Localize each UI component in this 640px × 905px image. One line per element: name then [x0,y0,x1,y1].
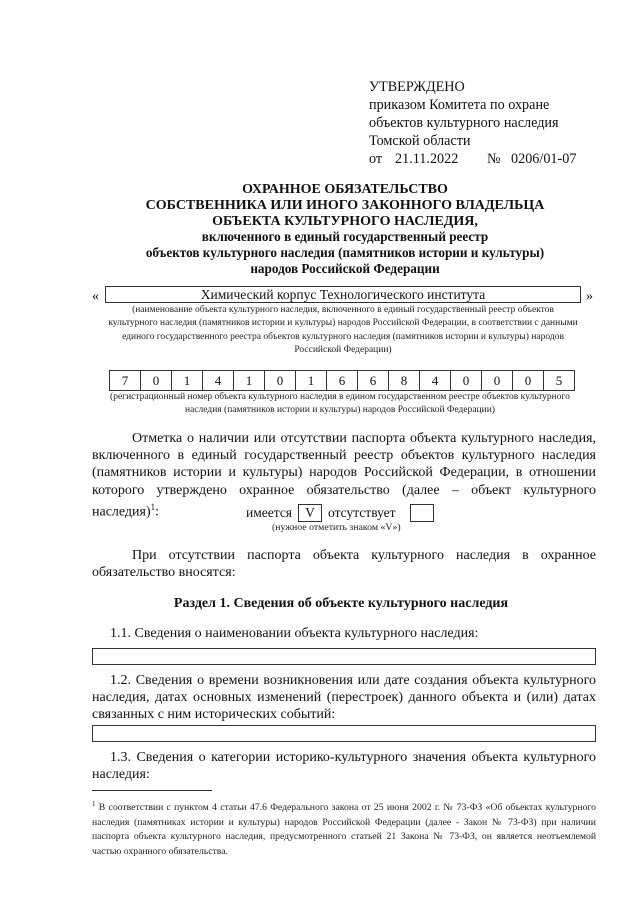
approval-date: 21.11.2022 [395,151,459,167]
reg-digit[interactable]: 1 [233,370,265,391]
reg-digit[interactable]: 6 [357,370,389,391]
open-quote: « [92,289,99,304]
approval-heading: УТВЕРЖДЕНО [369,79,465,95]
title-line: СОБСТВЕННИКА ИЛИ ИНОГО ЗАКОННОГО ВЛАДЕЛЬЦА [145,197,545,213]
reg-digit[interactable]: 8 [388,370,420,391]
section-1-title: Раздел 1. Сведения об объекте культурного наследия [173,596,509,611]
approval-line: объектов культурного наследия [369,115,559,131]
passport-choice [246,504,440,522]
reg-digit[interactable]: 6 [326,370,358,391]
passport-text: Отметка о наличии или отсутствии паспорта объекта культурного наследия, включенного в единый государственный реестр объектов культурного наследия (памятников истории и культуры) народов Российской Федерации, в отношении которого утверждено охранное обязательство (далее – объект культурного наследия) [92,431,596,520]
approval-date-line [369,150,576,168]
title-line: включенного в единый государственный реестр [201,229,489,245]
reg-digit[interactable]: 4 [202,370,234,391]
passport-suffix: : [155,504,160,520]
reg-digit[interactable]: 0 [481,370,513,391]
footnote-text: В соответствии с пунктом 4 статьи 47.6 Федерального закона от 25 июня 2002 г. № 73-ФЗ «Об объектах культурного наследия (памятниках истории и культуры) народов Российской Федерации (далее - Закон № 73-ФЗ) при наличии паспорта объекта культурного наследия, предусмотренного статьей 21 Закона № 73-ФЗ, он является неотъемлемой частью охранного обязательства. [92,802,596,858]
number-sign: № [487,151,501,167]
item-1-1-field[interactable] [92,648,596,665]
present-checkbox[interactable]: V [298,504,322,522]
item-1-3-label: 1.3. Сведения о категории историко-культурного значения объекта культурного наследия: [92,750,596,783]
absence-paragraph: При отсутствии паспорта объекта культурного наследия в охранное обязательство вносятся: [92,548,596,581]
reg-digit[interactable]: 1 [171,370,203,391]
title-line: народов Российской Федерации [250,260,440,276]
reg-digit[interactable]: 5 [543,370,575,391]
approval-block [369,78,576,168]
reg-digit[interactable]: 0 [512,370,544,391]
registration-note: (регистрационный номер объекта культурного наследия в едином государственном реестре объектов культурного наследия (памятников истории и культуры) народов Российской Федерации) [110,392,570,416]
close-quote: » [586,289,593,304]
approval-number: 0206/01-07 [511,151,577,167]
document-title [90,182,600,277]
registration-number-grid [110,370,575,391]
footnote-mark: 1 [92,800,96,808]
item-1-2-label: 1.2. Сведения о времени возникновения или дате создания объекта культурного наследия, датах основных изменений (перестроек) данного объекта и (или) датах связанных с ним исторических событий: [92,673,596,723]
reg-digit[interactable]: 0 [450,370,482,391]
title-line: объектов культурного наследия (памятников истории и культуры) [145,245,545,261]
title-line: ОХРАННОЕ ОБЯЗАТЕЛЬСТВО [242,182,448,197]
footnote [92,797,596,860]
reg-digit[interactable]: 7 [109,370,141,391]
choice-hint: (нужное отметить знаком «V») [272,522,401,533]
present-label: имеется [246,505,293,520]
absent-label: отсутствует [328,505,396,520]
reg-digit[interactable]: 4 [419,370,451,391]
approval-line: Томской области [369,133,471,149]
reg-digit[interactable]: 0 [264,370,296,391]
object-name-field[interactable]: Химический корпус Технологического института [105,286,581,303]
date-prefix: от [369,151,383,167]
reg-digit[interactable]: 0 [140,370,172,391]
footnote-ref: 1 [150,501,156,512]
reg-digit[interactable]: 1 [295,370,327,391]
absent-checkbox[interactable] [410,504,434,522]
item-1-2-field[interactable] [92,725,596,742]
footnote-divider [92,790,212,791]
approval-line: приказом Комитета по охране [369,97,550,113]
item-1-1-label: 1.1. Сведения о наименовании объекта культурного наследия: [110,626,479,641]
title-line: ОБЪЕКТА КУЛЬТУРНОГО НАСЛЕДИЯ, [212,213,478,229]
object-name-note: (наименование объекта культурного наследия, включенного в единый государственный реестр объектов культурного наследия (памятников истории и культуры) народов Российской Федерации, в соответствии с данными единого государственного реестра объектов культурного наследия (памятников истории и культуры) народов Российской Федерации) [108,305,578,355]
